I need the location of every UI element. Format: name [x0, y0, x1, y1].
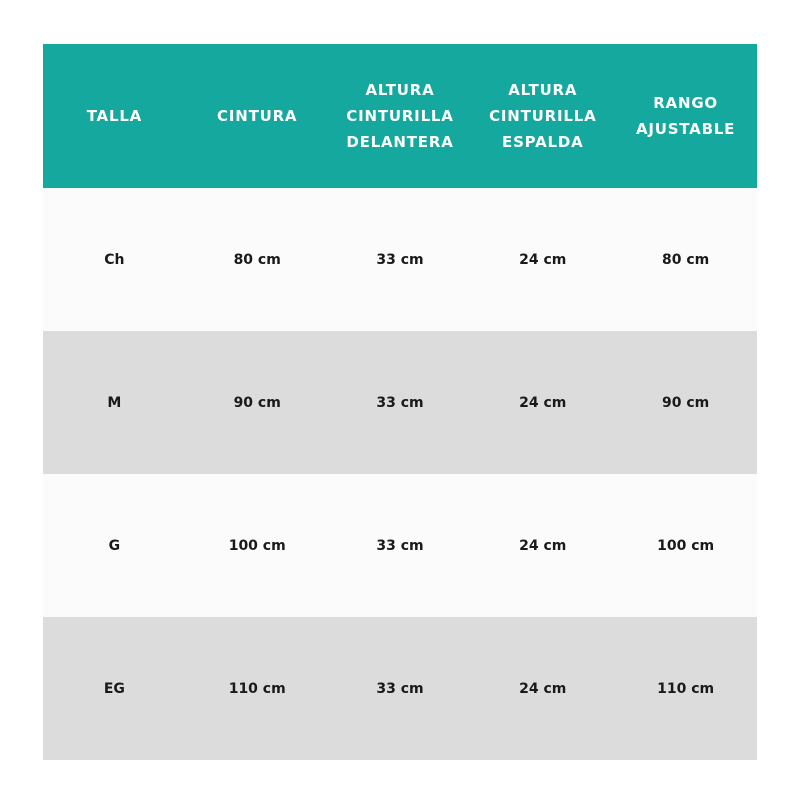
header-cintura	[186, 44, 329, 188]
header-altura-cinturilla-espalda	[471, 44, 614, 188]
header-row	[43, 44, 757, 188]
cell-altura-delantera: 33 cm	[376, 251, 424, 268]
header-line: DELANTERA	[346, 133, 454, 151]
table-row	[43, 474, 757, 617]
table-row	[43, 617, 757, 760]
header-line: ALTURA	[508, 81, 578, 99]
cell-cintura: 90 cm	[233, 394, 281, 411]
cell-altura-delantera: 33 cm	[376, 680, 424, 697]
size-chart-table	[43, 44, 757, 760]
header-talla	[43, 44, 186, 188]
cell-rango-ajustable: 100 cm	[657, 537, 715, 554]
table-row	[43, 188, 757, 331]
cell-talla: EG	[103, 680, 125, 697]
table-row	[43, 331, 757, 474]
header-rango-ajustable	[614, 44, 757, 188]
table-header	[43, 44, 757, 188]
cell-altura-espalda: 24 cm	[519, 537, 567, 554]
cell-altura-delantera: 33 cm	[376, 537, 424, 554]
header-altura-cinturilla-delantera	[329, 44, 472, 188]
cell-altura-espalda: 24 cm	[519, 251, 567, 268]
cell-rango-ajustable: 90 cm	[661, 394, 710, 411]
header-line: AJUSTABLE	[635, 120, 736, 138]
cell-talla: G	[108, 537, 121, 554]
cell-altura-espalda: 24 cm	[519, 680, 567, 697]
header-line: RANGO	[653, 94, 718, 112]
cell-cintura: 80 cm	[233, 251, 281, 268]
table-body	[43, 188, 757, 760]
cell-cintura: 100 cm	[228, 537, 286, 554]
cell-rango-ajustable: 110 cm	[657, 680, 715, 697]
cell-talla: Ch	[104, 251, 125, 268]
header-line: ALTURA	[365, 81, 435, 99]
header-line: CINTURILLA	[346, 107, 454, 125]
cell-altura-delantera: 33 cm	[376, 394, 424, 411]
header-line: ESPALDA	[502, 133, 584, 151]
cell-rango-ajustable: 80 cm	[661, 251, 710, 268]
header-line: CINTURA	[217, 107, 298, 125]
header-line: TALLA	[86, 107, 143, 125]
header-line: CINTURILLA	[489, 107, 597, 125]
cell-cintura: 110 cm	[228, 680, 286, 697]
cell-talla: M	[107, 394, 122, 411]
cell-altura-espalda: 24 cm	[519, 394, 567, 411]
